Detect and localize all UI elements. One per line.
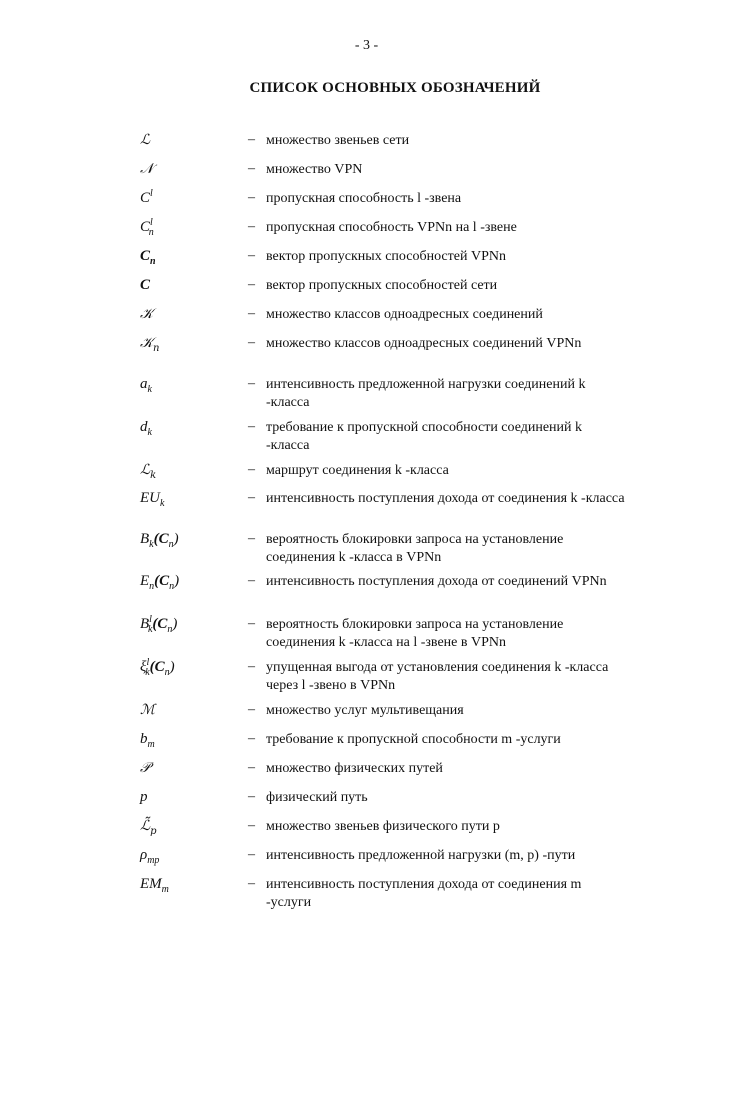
dash-separator: – — [248, 335, 255, 350]
symbol-subscript: m — [147, 739, 155, 750]
symbol-base: ξ — [140, 659, 147, 675]
notation-symbol — [140, 376, 152, 393]
symbol-subscript: k — [149, 539, 154, 550]
dash-separator: – — [248, 731, 255, 746]
symbol-base: ℒ — [140, 132, 151, 148]
symbol-subscript: k — [147, 384, 152, 395]
dash-separator: – — [248, 531, 255, 546]
dash-separator: – — [248, 847, 255, 862]
dash-separator: – — [248, 702, 255, 717]
page-title: СПИСОК ОСНОВНЫХ ОБОЗНАЧЕНИЙ — [249, 80, 541, 96]
dash-separator: – — [248, 462, 255, 477]
notation-description: пропускная способность VPNn на l -звене — [266, 220, 517, 235]
symbol-base: d — [140, 419, 148, 435]
symbol-subscript: k — [147, 624, 153, 635]
argument-subscript: n — [167, 624, 173, 635]
symbol-subscript: n — [149, 581, 155, 592]
notation-symbol — [140, 335, 160, 354]
notation-symbol — [140, 190, 153, 207]
symbol-base: B — [140, 531, 150, 547]
symbol-base: C — [140, 219, 151, 235]
notation-description: множество физических путей — [266, 761, 443, 776]
symbol-base: a — [140, 376, 148, 392]
notation-description: вектор пропускных способностей сети — [266, 278, 498, 293]
symbol-base: p — [140, 789, 148, 805]
dash-separator: – — [248, 306, 255, 321]
dash-separator: – — [248, 190, 255, 205]
notation-symbol — [140, 818, 157, 837]
notation-symbol — [140, 760, 150, 776]
symbol-base: EM — [140, 876, 162, 892]
symbol-subscript: k — [147, 427, 152, 438]
notation-symbol — [140, 219, 154, 236]
notation-symbol — [140, 616, 177, 633]
symbol-argument: (C — [152, 616, 168, 632]
dash-separator: – — [248, 132, 255, 147]
symbol-subscript: n — [148, 227, 154, 238]
page-number: - 3 - — [354, 38, 379, 53]
notation-description: множество классов одноадресных соединений VPNn — [266, 336, 582, 351]
symbol-base: 𝒦 — [140, 335, 154, 351]
notation-description: физический путь — [266, 790, 368, 805]
notation-description: интенсивность предложенной нагрузки соединений k -класса — [266, 377, 586, 410]
argument-subscript: n — [169, 581, 175, 592]
symbol-superscript: l — [150, 217, 153, 228]
notation-symbol — [140, 531, 179, 548]
notation-description: вероятность блокировки запроса на установление соединения k -класса в VPNn — [266, 532, 564, 565]
symbol-subscript: mp — [147, 855, 160, 866]
symbol-base: ℒ — [140, 462, 151, 478]
notation-description: маршрут соединения k -класса — [266, 463, 449, 478]
symbol-base: b — [140, 731, 148, 747]
symbol-subscript: n — [153, 342, 160, 354]
dash-separator: – — [248, 876, 255, 891]
dash-separator: – — [248, 161, 255, 176]
symbol-superscript: l — [146, 657, 150, 668]
dash-separator: – — [248, 573, 255, 588]
notation-description: множество звеньев физического пути p — [266, 819, 500, 834]
dash-separator: – — [248, 419, 255, 434]
symbol-argument: (C — [154, 573, 170, 589]
symbol-subscript: k — [160, 498, 165, 509]
dash-separator: – — [248, 490, 255, 505]
symbol-base: C — [140, 248, 151, 264]
symbol-base: C — [140, 277, 151, 293]
dash-separator: – — [248, 789, 255, 804]
notation-symbol — [140, 248, 156, 265]
symbol-base: B — [140, 616, 150, 632]
argument-close: ) — [169, 659, 175, 675]
dash-separator: – — [248, 248, 255, 263]
notation-description: интенсивность поступления дохода от соединения m -услуги — [266, 877, 582, 910]
notation-symbol — [140, 490, 164, 507]
notation-description: множество звеньев сети — [266, 133, 410, 148]
notation-symbol — [140, 419, 152, 436]
dash-separator: – — [248, 277, 255, 292]
symbol-base: ℳ — [140, 702, 155, 718]
symbol-base: E — [140, 573, 150, 589]
notation-description: вектор пропускных способностей VPNn — [266, 249, 506, 264]
notation-symbol — [140, 277, 150, 294]
symbol-subscript: p — [150, 825, 157, 837]
notation-symbol — [140, 132, 150, 148]
notation-symbol — [140, 306, 153, 322]
dash-separator: – — [248, 818, 255, 833]
symbol-superscript: l — [150, 188, 153, 199]
symbol-base: EU — [140, 490, 160, 506]
argument-close: ) — [174, 573, 180, 589]
notation-symbol — [140, 573, 179, 590]
notation-description: упущенная выгода от установления соединения k -класса через l -звено в VPNn — [266, 660, 609, 693]
symbol-base: 𝒩 — [140, 161, 154, 177]
notation-description: вероятность блокировки запроса на установление соединения k -класса на l -звене в VPNn — [266, 617, 564, 650]
notation-symbol — [140, 731, 155, 748]
symbol-base: C — [140, 190, 151, 206]
notation-symbol — [140, 161, 153, 177]
symbol-subscript: k — [150, 469, 157, 481]
symbol-base: ρ — [140, 847, 148, 863]
dash-separator: – — [248, 219, 255, 234]
symbol-superscript: l — [149, 614, 152, 625]
dash-separator: – — [248, 659, 255, 674]
notation-symbol — [140, 702, 155, 718]
notation-description: требование к пропускной способности соединений k -класса — [266, 420, 583, 453]
symbol-subscript: k — [145, 667, 150, 678]
symbol-base: ℒ̃ — [140, 818, 151, 834]
notation-symbol — [140, 462, 157, 481]
notation-description: интенсивность предложенной нагрузки (m, p) -пути — [266, 848, 576, 863]
notation-symbol — [140, 847, 159, 864]
dash-separator: – — [248, 760, 255, 775]
symbol-base: 𝒫 — [140, 760, 151, 776]
dash-separator: – — [248, 616, 255, 631]
symbol-argument: (C — [149, 659, 165, 675]
notation-description: множество классов одноадресных соединений — [266, 307, 543, 322]
notation-description: интенсивность поступления дохода от соединения k -класса — [266, 491, 625, 506]
symbol-base: 𝒦 — [140, 306, 154, 322]
argument-subscript: n — [164, 667, 170, 678]
symbol-subscript: m — [161, 884, 169, 895]
argument-close: ) — [172, 616, 178, 632]
notation-symbol — [140, 659, 175, 676]
argument-subscript: n — [168, 539, 174, 550]
notation-description: множество VPN — [266, 162, 363, 177]
notation-description: множество услуг мультивещания — [266, 703, 464, 718]
dash-separator: – — [248, 376, 255, 391]
notation-symbol — [140, 876, 169, 893]
symbol-argument: (C — [153, 531, 169, 547]
symbol-subscript: n — [150, 256, 156, 267]
argument-close: ) — [173, 531, 179, 547]
notation-description: требование к пропускной способности m -услуги — [266, 732, 561, 747]
notation-symbol — [140, 789, 148, 806]
notation-description: интенсивность поступления дохода от соединений VPNn — [266, 574, 607, 589]
notation-description: пропускная способность l -звена — [266, 191, 462, 206]
